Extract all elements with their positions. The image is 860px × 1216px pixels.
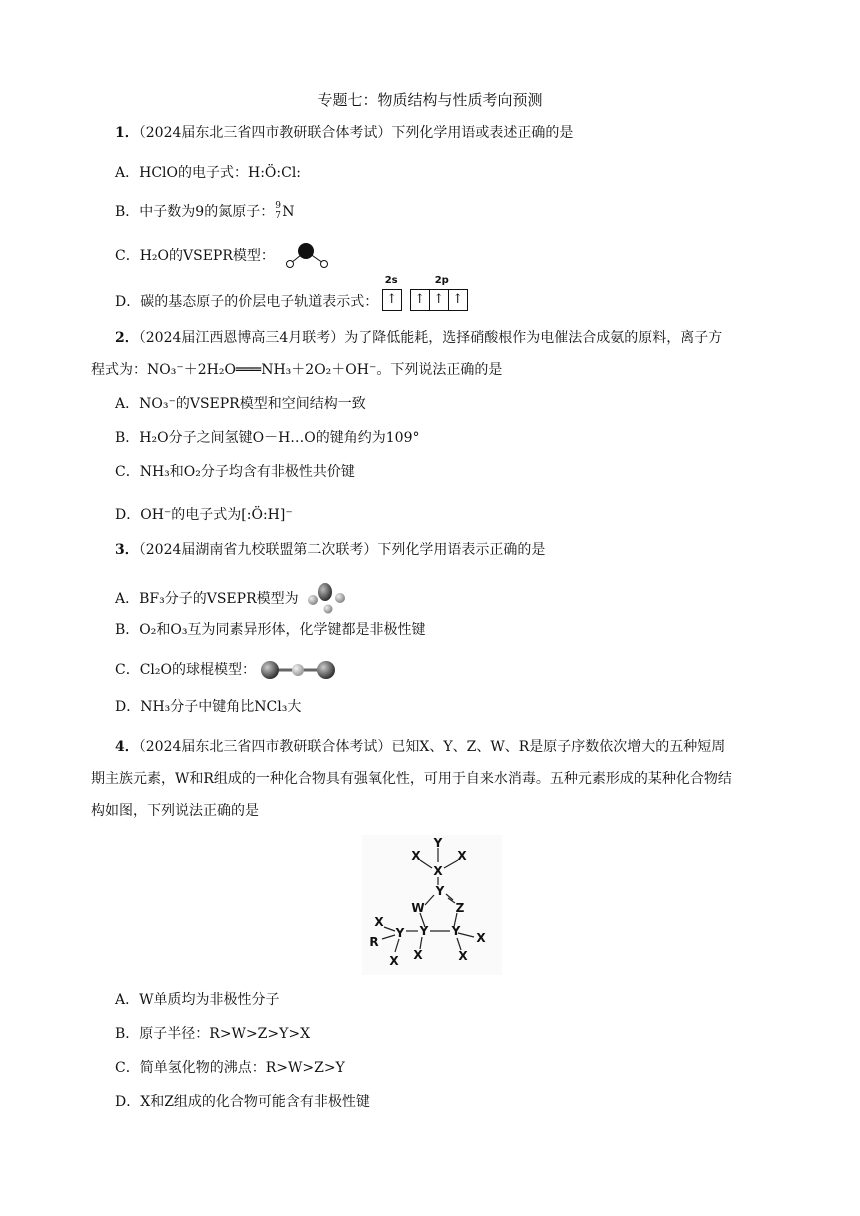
atom-label: Y [433, 836, 443, 850]
option-c [115, 658, 336, 682]
atom-label: X [458, 949, 468, 963]
page-title: 专题七：物质结构与性质考向预测 [317, 91, 543, 109]
atom-label: W [411, 901, 425, 915]
option-text: B．中子数为9的氮原子： [115, 204, 275, 220]
option-a [115, 580, 349, 618]
orbital-label-2s: 2s [384, 275, 398, 286]
atom-label: Y [435, 884, 445, 898]
question-4-text-3: 构如图，下列说法正确的是 [91, 803, 259, 819]
option-b: B．H₂O分子之间氢键O－H…O的键角约为109° [115, 430, 420, 446]
compound-structure-diagram [362, 835, 502, 975]
up-arrow-icon: ↑ [429, 289, 449, 311]
option-b [115, 202, 294, 222]
orbital-diagram [383, 275, 483, 313]
question-2 [115, 328, 722, 348]
question-text: （2024届湖南省九校联盟第二次联考）下列化学用语表示正确的是 [138, 542, 546, 558]
atom-label: Y [451, 924, 461, 938]
atom-label: X [476, 931, 486, 945]
up-arrow-icon: ↑ [410, 289, 430, 311]
up-arrow-icon: ↑ [448, 289, 468, 311]
question-text: （2024届东北三省四市教研联合体考试）下列化学用语或表述正确的是 [138, 125, 574, 141]
option-c: C．NH₃和O₂分子均含有非极性共价键 [115, 464, 355, 480]
orbital-label-2p: 2p [434, 275, 449, 286]
atom-label: X [433, 864, 443, 878]
option-c: C．简单氢化物的沸点：R>W>Z>Y [115, 1060, 345, 1076]
option-d: D．X和Z组成的化合物可能含有非极性键 [115, 1094, 370, 1110]
atom-label: R [369, 935, 379, 949]
atomic-number: 7 [275, 211, 281, 221]
option-text: C．Cl₂O的球棍模型： [115, 662, 256, 678]
vsepr-model-image [283, 241, 333, 271]
question-3 [115, 540, 545, 560]
element-symbol: N [282, 204, 295, 220]
option-d: D．OH⁻的电子式为[:Ö:H]⁻ [115, 507, 293, 523]
question-text: （2024届东北三省四市教研联合体考试）已知X、Y、Z、W、R是原子序数依次增大的五种短周 [138, 739, 726, 755]
question-text: （2024届江西恩博高三4月联考）为了降低能耗，选择硝酸根作为电催法合成氨的原料，离子方 [138, 330, 723, 346]
option-b: B．原子半径：R>W>Z>Y>X [115, 1026, 311, 1042]
atom-label: Z [455, 901, 465, 915]
atom-label: X [411, 849, 421, 863]
option-b: B．O₂和O₃互为同素异形体，化学键都是非极性键 [115, 622, 426, 638]
up-arrow-icon: ↑ [382, 289, 402, 311]
orbital-2s-box [383, 289, 402, 311]
nuclide-notation [274, 202, 282, 222]
option-c [115, 241, 333, 271]
bf3-vsepr-image [303, 576, 349, 614]
orbital-2p-boxes [411, 289, 468, 311]
option-d: D．NH₃分子中键角比NCl₃大 [115, 699, 302, 715]
option-a: A．W单质均为非极性分子 [115, 992, 280, 1008]
question-number: 2． [115, 330, 139, 346]
question-4 [115, 737, 725, 757]
atom-label: Y [419, 924, 429, 938]
atom-label: X [389, 954, 399, 968]
atom-label: Y [395, 926, 405, 940]
question-1 [115, 123, 573, 143]
atom-label: X [413, 948, 423, 962]
question-4-text-2: 期主族元素，W和R组成的一种化合物具有强氧化性，可用于自来水消毒。五种元素形成的某种化合物结 [91, 771, 732, 787]
option-text: D．碳的基态原子的价层电子轨道表示式： [115, 294, 379, 310]
option-text: C．H₂O的VSEPR模型： [115, 248, 275, 264]
cl2o-ball-stick-image [260, 658, 336, 682]
atom-label: X [374, 915, 384, 929]
option-a: A．HClO的电子式：H:Ö:Cl: [115, 165, 302, 181]
option-d [115, 275, 483, 319]
question-number: 1． [115, 125, 139, 141]
mass-number: 9 [275, 201, 281, 211]
option-a: A．NO₃⁻的VSEPR模型和空间结构一致 [115, 396, 366, 412]
question-2-equation: 程式为：NO₃⁻＋2H₂O═══NH₃＋2O₂＋OH⁻。下列说法正确的是 [91, 362, 503, 378]
option-text: A．BF₃分子的VSEPR模型为 [115, 591, 299, 607]
question-number: 4． [115, 739, 139, 755]
atom-label: X [457, 849, 467, 863]
question-number: 3． [115, 542, 139, 558]
